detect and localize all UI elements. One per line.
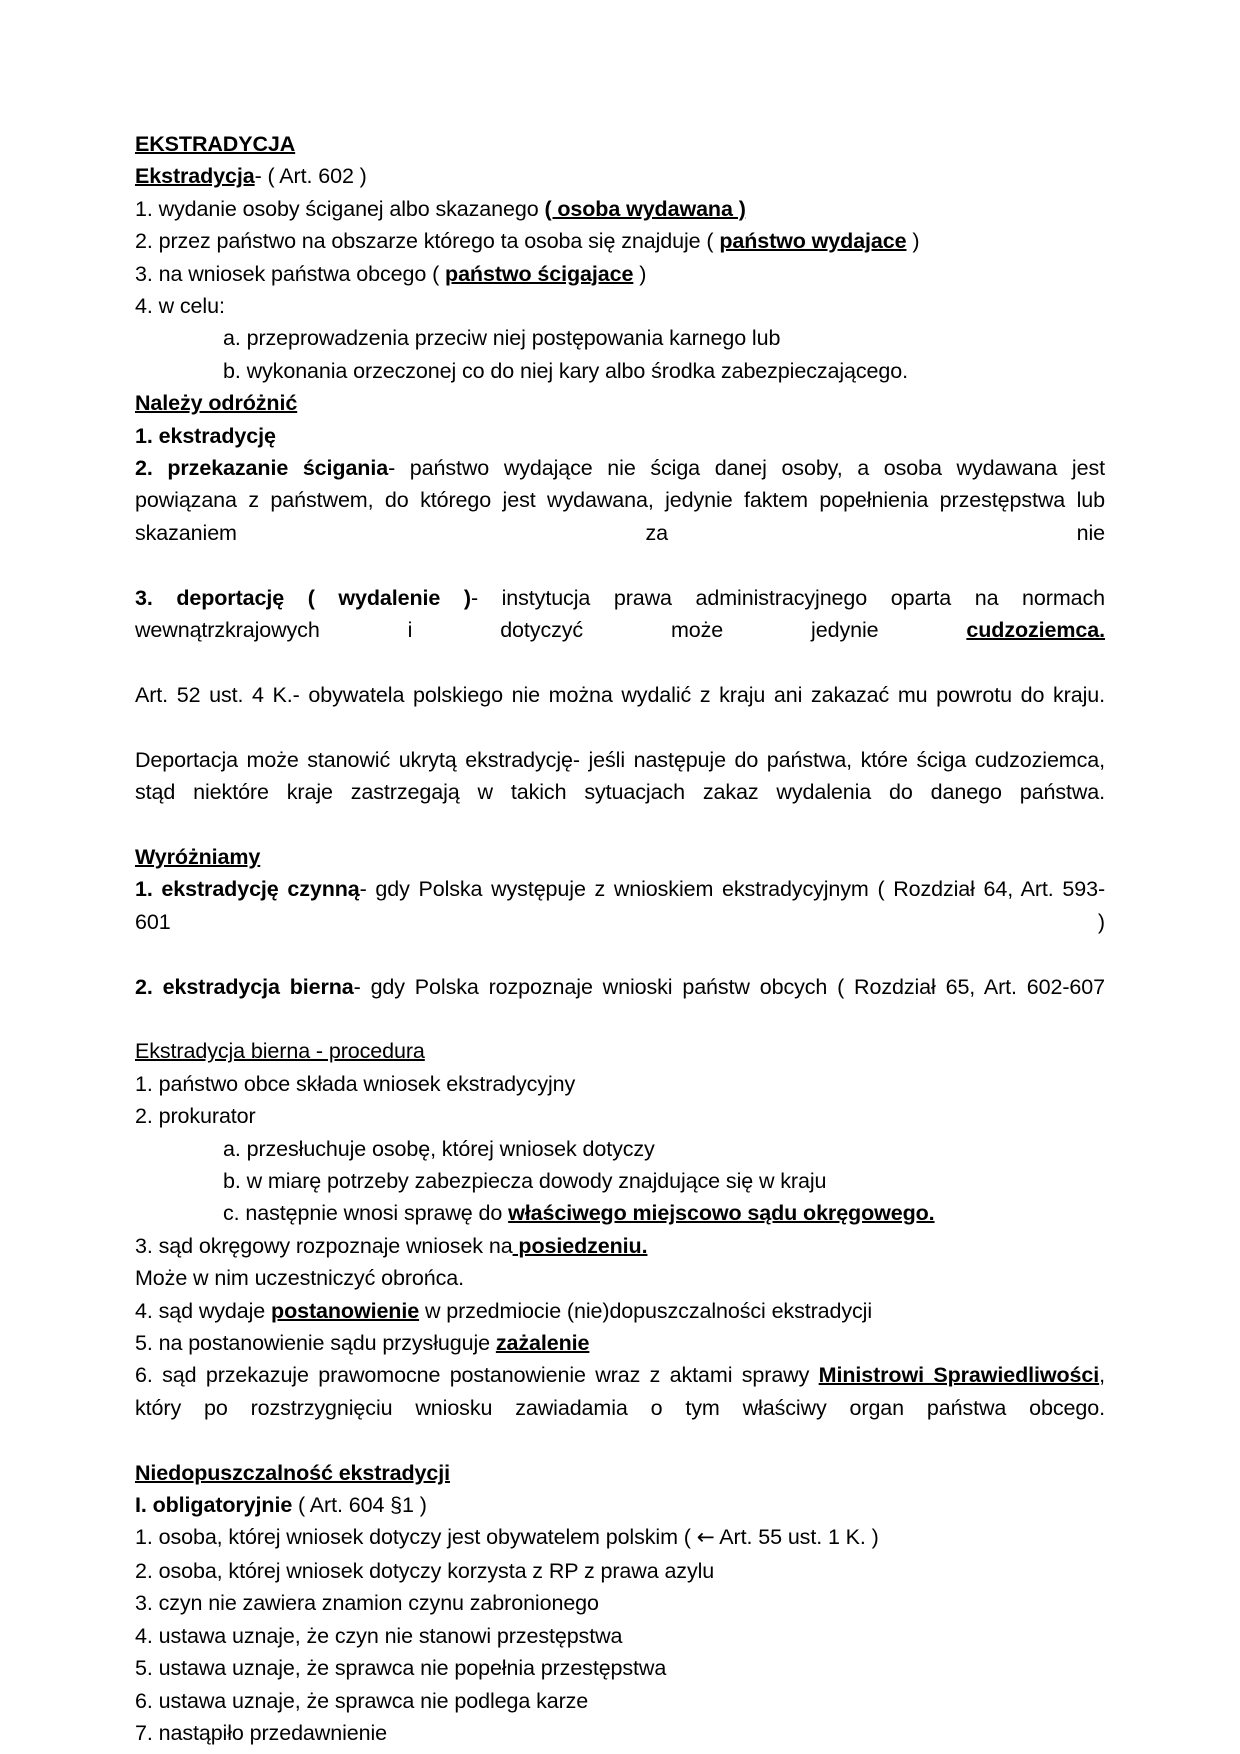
- section-heading-text: Niedopuszczalność ekstradycji: [135, 1460, 450, 1485]
- list-item: [135, 290, 1105, 322]
- list-item: [135, 452, 1105, 582]
- emphasis-panstwo-wydajace: państwo wydajace: [719, 229, 907, 254]
- emphasis-ministrowi-sprawiedliwosci: Ministrowi Sprawiedliwości: [818, 1363, 1100, 1388]
- list-item-text: 3. sąd okręgowy rozpoznaje wniosek na: [135, 1233, 513, 1258]
- page-title-text: EKSTRADYCJA: [135, 132, 296, 156]
- subsection-article-ref: ( Art. 604 §1 ): [292, 1493, 427, 1518]
- list-item-text: 6. sąd przekazuje prawomocne postanowienie wraz z aktami sprawy: [135, 1363, 819, 1388]
- list-item-text: 5. na postanowienie sądu przysługuje: [135, 1331, 496, 1356]
- list-item: [135, 1521, 1105, 1554]
- term-deportacja: 3. deportację ( wydalenie ): [135, 585, 471, 610]
- emphasis-sad-okregowy: właściwego miejscowo sądu okręgowego.: [508, 1201, 935, 1226]
- term-ekstradycja-czynna: 1. ekstradycję czynną: [135, 877, 360, 902]
- paragraph-text: Może w nim uczestniczyć obrońca.: [135, 1266, 464, 1291]
- sub-list-item-text: b. w miarę potrzeby zabezpiecza dowody znajdujące się w kraju: [223, 1169, 827, 1193]
- sub-list-item-text: c. następnie wnosi sprawę do: [223, 1201, 509, 1226]
- list-item-text: 6. ustawa uznaje, że sprawca nie podlega karze: [135, 1688, 589, 1713]
- list-item-text: 2. prokurator: [135, 1104, 256, 1129]
- sub-list-item: [135, 1165, 1105, 1197]
- list-item: [135, 1620, 1105, 1652]
- list-item-tail: ): [906, 229, 920, 254]
- list-item-tail: Art. 55 ust. 1 K. ): [714, 1525, 879, 1550]
- list-item: [135, 1685, 1105, 1717]
- paragraph-obronca: [135, 1262, 1105, 1294]
- sub-list-item-text: b. wykonania orzeczonej co do niej kary albo środka zabezpieczającego.: [223, 358, 908, 383]
- list-item: [135, 258, 1105, 290]
- section-heading-nalezy-odroznic: [135, 387, 1105, 419]
- emphasis-panstwo-scigajace: państwo ścigajace: [445, 261, 634, 286]
- list-item: [135, 1100, 1105, 1132]
- document-body: [135, 128, 1105, 1749]
- list-item-text: 2. osoba, której wniosek dotyczy korzysta z RP z prawa azylu: [135, 1558, 715, 1583]
- list-item-tail: ): [633, 261, 647, 286]
- paragraph-deportacja-ukryta: [135, 744, 1105, 841]
- list-item: [135, 193, 1105, 225]
- emphasis-zazalenie: zażalenie: [495, 1331, 590, 1356]
- section-heading-niedopuszczalnosc: [135, 1457, 1105, 1489]
- sub-list-item: [135, 322, 1105, 354]
- subsection-heading-text: I. obligatoryjnie: [135, 1493, 293, 1518]
- list-item-text: 5. ustawa uznaje, że sprawca nie popełnia przestępstwa: [135, 1656, 667, 1681]
- paragraph-text: Deportacja może stanowić ukrytą ekstradycję- jeśli następuje do państwa, które ściga cudzoziemca, stąd niektóre kraje zastrzegają w takich sytuacjach zakaz wydalenia do danego państwa.: [135, 747, 1105, 805]
- list-item: [135, 1717, 1105, 1749]
- section-heading-text: Ekstradycja bierna - procedura: [135, 1039, 425, 1064]
- list-item: [135, 1068, 1105, 1100]
- list-item-tail: , który po rozstrzygnięciu wniosku zawiadamia o tym właściwy organ państwa obcego.: [135, 1363, 1105, 1420]
- paragraph-art-52: [135, 679, 1105, 744]
- term-ekstradycja-bierna: 2. ekstradycja bierna: [135, 974, 354, 999]
- list-item: [135, 1327, 1105, 1359]
- list-item-text: 1. ekstradycję: [135, 423, 276, 448]
- list-item: [135, 1555, 1105, 1587]
- list-item: [135, 1587, 1105, 1619]
- list-item-text: 1. osoba, której wniosek dotyczy jest obywatelem polskim (: [135, 1525, 697, 1550]
- definition-article-ref: - ( Art. 602 ): [254, 164, 367, 189]
- emphasis-osoba-wydawana: ( osoba wydawana ): [544, 196, 746, 221]
- list-item-text: 7. nastąpiło przedawnienie: [135, 1720, 387, 1745]
- list-item-text: 1. wydanie osoby ściganej albo skazanego: [135, 196, 545, 221]
- section-heading-text: Należy odróżnić: [135, 391, 298, 416]
- list-item: [135, 420, 1105, 452]
- section-heading-procedura: [135, 1035, 1105, 1067]
- definition-term: Ekstradycja: [135, 164, 255, 189]
- sub-list-item-text: a. przeprowadzenia przeciw niej postępowania karnego lub: [223, 326, 781, 351]
- list-item: [135, 582, 1105, 679]
- list-item: [135, 1230, 1105, 1262]
- list-item: [135, 873, 1105, 970]
- list-item-text: 4. w celu:: [135, 294, 225, 319]
- list-item-tail: w przedmiocie (nie)dopuszczalności ekstradycji: [419, 1298, 873, 1323]
- emphasis-cudzoziemca: cudzoziemca.: [966, 618, 1105, 643]
- section-heading-wyrozniamy: [135, 841, 1105, 873]
- list-item-text: - instytucja prawa administracyjnego oparta na normach wewnątrzkrajowych i dotyczyć może jedynie: [135, 585, 1106, 643]
- list-item-text: 3. na wniosek państwa obcego (: [135, 261, 446, 286]
- list-item: [135, 1295, 1105, 1327]
- list-item-text: 2. przez państwo na obszarze którego ta osoba się znajduje (: [135, 229, 720, 254]
- list-item-text: - państwo wydające nie ściga danej osoby, a osoba wydawana jest powiązana z państwem, do którego jest wydawana, jedynie faktem popełnienia przestępstwa lub skazaniem za nie: [135, 456, 1105, 545]
- emphasis-posiedzenie: posiedzeniu.: [512, 1233, 648, 1258]
- left-arrow-icon: ←: [696, 1525, 715, 1551]
- list-item-text: - gdy Polska występuje z wnioskiem ekstradycyjnym ( Rozdział 64, Art. 593- 601 ): [135, 877, 1106, 934]
- list-item: [135, 971, 1105, 1036]
- sub-list-item-text: a. przesłuchuje osobę, której wniosek dotyczy: [223, 1136, 655, 1161]
- list-item-text: 4. ustawa uznaje, że czyn nie stanowi przestępstwa: [135, 1623, 623, 1648]
- definition-heading: [135, 160, 1105, 192]
- list-item: [135, 1652, 1105, 1684]
- sub-list-item: [135, 1133, 1105, 1165]
- list-item-text: 3. czyn nie zawiera znamion czynu zabronionego: [135, 1591, 599, 1616]
- list-item-text: - gdy Polska rozpoznaje wnioski państw obcych ( Rozdział 65, Art. 602-607: [353, 974, 1105, 999]
- subsection-heading-obligatoryjnie: [135, 1489, 1105, 1521]
- term-przekazanie-scigania: 2. przekazanie ścigania: [135, 456, 389, 481]
- list-item-text: 1. państwo obce składa wniosek ekstradycyjny: [135, 1071, 576, 1096]
- section-heading-text: Wyróżniamy: [135, 844, 261, 869]
- paragraph-text: Art. 52 ust. 4 K.- obywatela polskiego nie można wydalić z kraju ani zakazać mu powrotu do kraju.: [135, 682, 1105, 707]
- emphasis-postanowienie: postanowienie: [271, 1298, 420, 1323]
- list-item: [135, 225, 1105, 257]
- page-title: [135, 128, 1105, 160]
- sub-list-item: [135, 355, 1105, 387]
- list-item: [135, 1359, 1105, 1456]
- sub-list-item: [135, 1197, 1105, 1229]
- list-item-text: 4. sąd wydaje: [135, 1298, 272, 1323]
